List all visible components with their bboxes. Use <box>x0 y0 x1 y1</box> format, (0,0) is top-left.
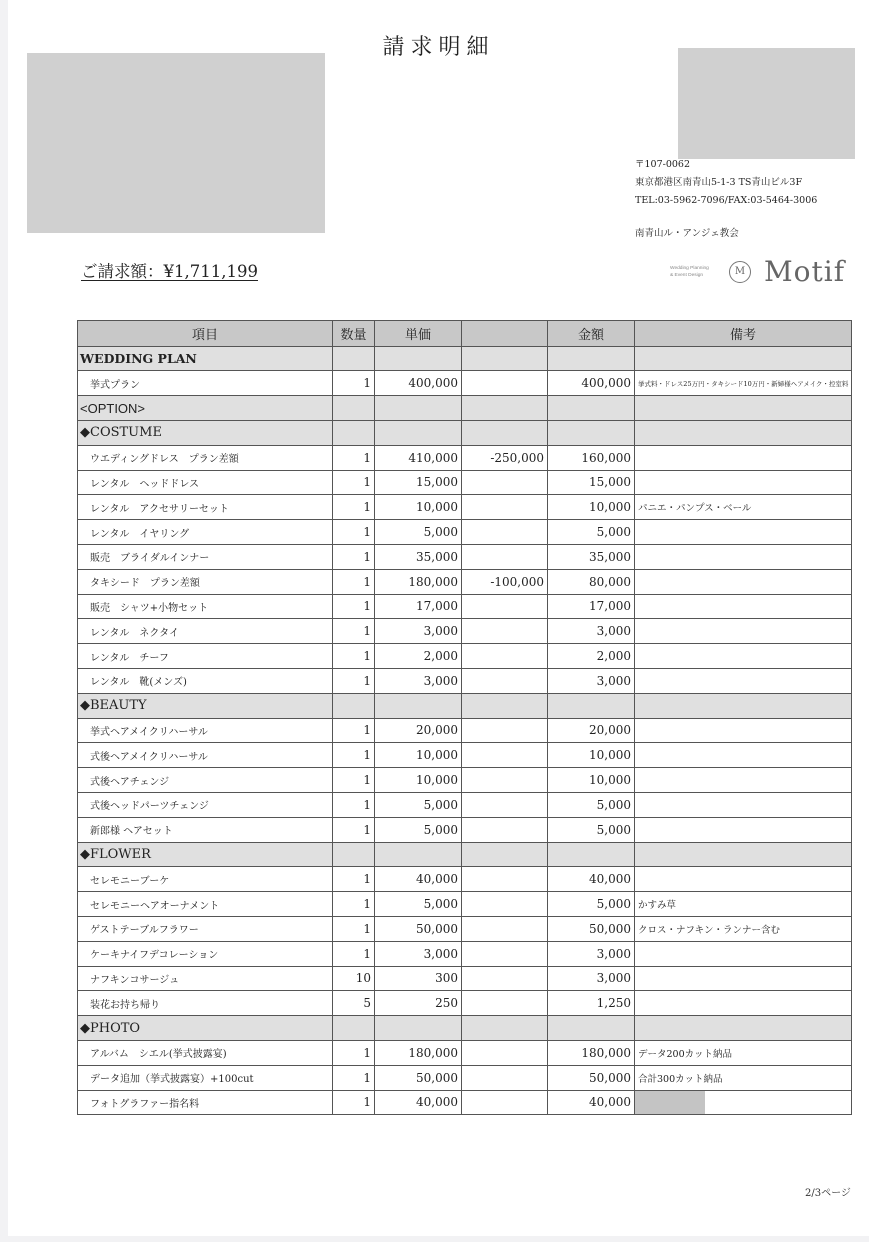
company-logo <box>670 257 860 289</box>
amount-cell: 400,000 <box>548 371 635 396</box>
note-cell: かすみ草 <box>635 892 852 917</box>
unit-price-cell: 35,000 <box>375 544 462 569</box>
unit-price-cell: 5,000 <box>375 817 462 842</box>
discount-cell <box>462 743 548 768</box>
table-row <box>78 470 852 495</box>
section-empty-cell <box>548 693 635 718</box>
section-empty-cell <box>462 346 548 371</box>
item-cell: データ追加（挙式披露宴）+100cut <box>78 1065 333 1090</box>
amount-cell: 3,000 <box>548 619 635 644</box>
section-empty-cell <box>548 420 635 445</box>
unit-price-cell: 50,000 <box>375 1065 462 1090</box>
amount-cell: 5,000 <box>548 792 635 817</box>
table-row <box>78 817 852 842</box>
unit-price-cell: 5,000 <box>375 892 462 917</box>
qty-cell: 1 <box>333 743 375 768</box>
note-cell <box>635 743 852 768</box>
logo-tagline-1: Wedding Planning <box>670 266 709 271</box>
table-row <box>78 892 852 917</box>
qty-cell: 1 <box>333 644 375 669</box>
unit-price-cell: 250 <box>375 991 462 1016</box>
unit-price-cell: 3,000 <box>375 619 462 644</box>
header-amount: 金額 <box>548 321 635 347</box>
item-cell: フォトグラファー指名料 <box>78 1090 333 1115</box>
section-empty-cell <box>333 693 375 718</box>
table-row <box>78 941 852 966</box>
note-cell <box>635 544 852 569</box>
unit-price-cell: 20,000 <box>375 718 462 743</box>
qty-cell: 1 <box>333 867 375 892</box>
note-cell <box>635 445 852 470</box>
amount-cell: 3,000 <box>548 668 635 693</box>
section-empty-cell <box>333 420 375 445</box>
unit-price-cell: 10,000 <box>375 768 462 793</box>
discount-cell <box>462 495 548 520</box>
amount-cell: 1,250 <box>548 991 635 1016</box>
section-empty-cell <box>635 842 852 867</box>
table-row <box>78 1040 852 1065</box>
header-qty: 数量 <box>333 321 375 347</box>
unit-price-cell: 5,000 <box>375 520 462 545</box>
unit-price-cell: 10,000 <box>375 743 462 768</box>
item-cell: 装花お持ち帰り <box>78 991 333 1016</box>
discount-cell <box>462 470 548 495</box>
item-cell: 式後ヘッドパーツチェンジ <box>78 792 333 817</box>
section-empty-cell <box>333 842 375 867</box>
item-cell: ナフキンコサージュ <box>78 966 333 991</box>
redacted-recipient-block <box>27 53 325 233</box>
logo-tagline <box>670 265 709 279</box>
section-empty-cell <box>548 396 635 421</box>
note-cell <box>635 520 852 545</box>
note-cell <box>635 867 852 892</box>
total-amount: ご請求額：¥1,711,199 <box>81 262 258 281</box>
section-empty-cell <box>375 693 462 718</box>
item-cell: レンタル イヤリング <box>78 520 333 545</box>
table-row <box>78 867 852 892</box>
section-empty-cell <box>635 396 852 421</box>
note-cell <box>635 668 852 693</box>
discount-cell: -100,000 <box>462 569 548 594</box>
unit-price-cell: 3,000 <box>375 668 462 693</box>
note-cell <box>635 941 852 966</box>
qty-cell: 1 <box>333 916 375 941</box>
table-row <box>78 544 852 569</box>
item-cell: レンタル ネクタイ <box>78 619 333 644</box>
discount-cell <box>462 817 548 842</box>
note-cell <box>635 966 852 991</box>
invoice-table-body <box>78 346 852 1115</box>
item-cell: 販売 ブライダルインナー <box>78 544 333 569</box>
table-row <box>78 966 852 991</box>
note-cell <box>635 619 852 644</box>
discount-cell <box>462 1090 548 1115</box>
qty-cell: 10 <box>333 966 375 991</box>
unit-price-cell: 17,000 <box>375 594 462 619</box>
note-cell <box>635 792 852 817</box>
invoice-table <box>77 320 852 1115</box>
amount-cell: 10,000 <box>548 743 635 768</box>
note-cell <box>635 644 852 669</box>
unit-price-cell: 3,000 <box>375 941 462 966</box>
discount-cell <box>462 371 548 396</box>
section-row <box>78 396 852 421</box>
qty-cell: 1 <box>333 520 375 545</box>
street-address: 東京都港区南青山5-1-3 TS青山ビル3F <box>635 177 803 188</box>
qty-cell: 1 <box>333 495 375 520</box>
table-row <box>78 520 852 545</box>
amount-cell: 40,000 <box>548 1090 635 1115</box>
table-row <box>78 991 852 1016</box>
note-cell: パニエ・パンプス・ベール <box>635 495 852 520</box>
note-cell <box>635 768 852 793</box>
note-cell: データ200カット納品 <box>635 1040 852 1065</box>
section-empty-cell <box>462 693 548 718</box>
item-cell: レンタル ヘッドドレス <box>78 470 333 495</box>
qty-cell: 1 <box>333 817 375 842</box>
item-cell: 挙式プラン <box>78 371 333 396</box>
table-row <box>78 668 852 693</box>
amount-cell: 160,000 <box>548 445 635 470</box>
amount-cell: 10,000 <box>548 495 635 520</box>
section-row <box>78 1016 852 1041</box>
item-cell: 式後ヘアチェンジ <box>78 768 333 793</box>
section-empty-cell <box>333 346 375 371</box>
section-empty-cell <box>548 1016 635 1041</box>
section-empty-cell <box>333 1016 375 1041</box>
discount-cell <box>462 941 548 966</box>
unit-price-cell: 15,000 <box>375 470 462 495</box>
section-empty-cell <box>462 396 548 421</box>
item-cell: レンタル チーフ <box>78 644 333 669</box>
note-cell <box>635 594 852 619</box>
tel-fax: TEL:03-5962-7096/FAX:03-5464-3006 <box>635 195 818 206</box>
discount-cell <box>462 916 548 941</box>
section-empty-cell <box>635 1016 852 1041</box>
header-discount <box>462 321 548 347</box>
section-label: WEDDING PLAN <box>78 346 333 371</box>
unit-price-cell: 40,000 <box>375 867 462 892</box>
section-empty-cell <box>333 396 375 421</box>
amount-cell: 180,000 <box>548 1040 635 1065</box>
discount-cell <box>462 867 548 892</box>
amount-cell: 5,000 <box>548 892 635 917</box>
section-empty-cell <box>548 842 635 867</box>
item-cell: タキシード プラン差額 <box>78 569 333 594</box>
section-row <box>78 842 852 867</box>
table-row <box>78 619 852 644</box>
qty-cell: 1 <box>333 668 375 693</box>
item-cell: アルバム シエル(挙式披露宴) <box>78 1040 333 1065</box>
amount-cell: 35,000 <box>548 544 635 569</box>
section-label: ◆FLOWER <box>78 842 333 867</box>
discount-cell <box>462 892 548 917</box>
header-item: 項目 <box>78 321 333 347</box>
section-empty-cell <box>375 396 462 421</box>
page-title: 請求明細 <box>382 35 495 60</box>
unit-price-cell: 180,000 <box>375 1040 462 1065</box>
qty-cell: 1 <box>333 792 375 817</box>
unit-price-cell: 5,000 <box>375 792 462 817</box>
unit-price-cell: 180,000 <box>375 569 462 594</box>
page-number: 2/3ページ <box>805 1188 851 1199</box>
discount-cell <box>462 668 548 693</box>
qty-cell: 1 <box>333 470 375 495</box>
section-empty-cell <box>462 1016 548 1041</box>
section-label: ◆BEAUTY <box>78 693 333 718</box>
discount-cell <box>462 544 548 569</box>
amount-cell: 5,000 <box>548 520 635 545</box>
redacted-stamp-block <box>678 48 855 159</box>
unit-price-cell: 50,000 <box>375 916 462 941</box>
table-row <box>78 743 852 768</box>
table-row <box>78 495 852 520</box>
note-cell <box>635 1090 852 1115</box>
amount-cell: 3,000 <box>548 966 635 991</box>
section-empty-cell <box>375 346 462 371</box>
discount-cell <box>462 768 548 793</box>
unit-price-cell: 40,000 <box>375 1090 462 1115</box>
amount-cell: 3,000 <box>548 941 635 966</box>
qty-cell: 1 <box>333 718 375 743</box>
qty-cell: 1 <box>333 594 375 619</box>
qty-cell: 1 <box>333 892 375 917</box>
discount-cell <box>462 619 548 644</box>
item-cell: ゲストテーブルフラワー <box>78 916 333 941</box>
item-cell: レンタル 靴(メンズ) <box>78 668 333 693</box>
company-address <box>635 156 817 243</box>
table-row <box>78 1090 852 1115</box>
amount-cell: 2,000 <box>548 644 635 669</box>
item-cell: 販売 シャツ+小物セット <box>78 594 333 619</box>
table-row <box>78 718 852 743</box>
unit-price-cell: 10,000 <box>375 495 462 520</box>
note-cell <box>635 718 852 743</box>
table-row <box>78 445 852 470</box>
section-row <box>78 346 852 371</box>
qty-cell: 1 <box>333 768 375 793</box>
note-cell: 合計300カット納品 <box>635 1065 852 1090</box>
amount-cell: 50,000 <box>548 1065 635 1090</box>
amount-cell: 40,000 <box>548 867 635 892</box>
section-empty-cell <box>375 420 462 445</box>
amount-cell: 50,000 <box>548 916 635 941</box>
discount-cell <box>462 1065 548 1090</box>
unit-price-cell: 300 <box>375 966 462 991</box>
qty-cell: 1 <box>333 1040 375 1065</box>
section-empty-cell <box>635 693 852 718</box>
item-cell: ケーキナイフデコレーション <box>78 941 333 966</box>
qty-cell: 1 <box>333 445 375 470</box>
item-cell: セレモニーヘアオーナメント <box>78 892 333 917</box>
item-cell: 式後ヘアメイクリハーサル <box>78 743 333 768</box>
discount-cell <box>462 1040 548 1065</box>
section-row <box>78 693 852 718</box>
section-label: <OPTION> <box>78 396 333 421</box>
table-row <box>78 792 852 817</box>
postal-code: 〒107-0062 <box>635 159 691 170</box>
note-cell: 挙式料・ドレス25万円・タキシード10万円・新婦様ヘアメイク・控室料 <box>635 371 852 396</box>
item-cell: ウエディングドレス プラン差額 <box>78 445 333 470</box>
note-cell: クロス・ナフキン・ランナー含む <box>635 916 852 941</box>
note-cell <box>635 470 852 495</box>
section-empty-cell <box>375 1016 462 1041</box>
redacted-note <box>635 1091 705 1115</box>
qty-cell: 1 <box>333 1065 375 1090</box>
amount-cell: 20,000 <box>548 718 635 743</box>
note-cell <box>635 991 852 1016</box>
header-note: 備考 <box>635 321 852 347</box>
note-cell <box>635 817 852 842</box>
item-cell: 新郎様 ヘアセット <box>78 817 333 842</box>
section-empty-cell <box>635 420 852 445</box>
amount-cell: 80,000 <box>548 569 635 594</box>
item-cell: セレモニーブーケ <box>78 867 333 892</box>
discount-cell <box>462 644 548 669</box>
note-cell <box>635 569 852 594</box>
unit-price-cell: 410,000 <box>375 445 462 470</box>
section-empty-cell <box>635 346 852 371</box>
discount-cell <box>462 792 548 817</box>
qty-cell: 1 <box>333 941 375 966</box>
amount-cell: 15,000 <box>548 470 635 495</box>
discount-cell <box>462 991 548 1016</box>
invoice-page <box>8 0 869 1236</box>
section-row <box>78 420 852 445</box>
discount-cell <box>462 520 548 545</box>
qty-cell: 1 <box>333 1090 375 1115</box>
section-empty-cell <box>462 842 548 867</box>
section-empty-cell <box>548 346 635 371</box>
logo-tagline-2: & Event Design <box>670 273 704 278</box>
qty-cell: 5 <box>333 991 375 1016</box>
amount-cell: 5,000 <box>548 817 635 842</box>
discount-cell <box>462 966 548 991</box>
unit-price-cell: 2,000 <box>375 644 462 669</box>
item-cell: 挙式ヘアメイクリハーサル <box>78 718 333 743</box>
table-row <box>78 1065 852 1090</box>
venue-name: 南青山ル・アンジェ教会 <box>635 228 739 239</box>
section-empty-cell <box>375 842 462 867</box>
table-row <box>78 916 852 941</box>
item-cell: レンタル アクセサリーセット <box>78 495 333 520</box>
qty-cell: 1 <box>333 371 375 396</box>
table-row <box>78 644 852 669</box>
section-empty-cell <box>462 420 548 445</box>
table-row <box>78 569 852 594</box>
discount-cell <box>462 718 548 743</box>
section-label: ◆PHOTO <box>78 1016 333 1041</box>
table-header-row <box>78 321 852 347</box>
table-row <box>78 594 852 619</box>
header-unit-price: 単価 <box>375 321 462 347</box>
logo-wordmark: Motif <box>764 255 846 288</box>
discount-cell: -250,000 <box>462 445 548 470</box>
qty-cell: 1 <box>333 619 375 644</box>
qty-cell: 1 <box>333 569 375 594</box>
amount-cell: 17,000 <box>548 594 635 619</box>
discount-cell <box>462 594 548 619</box>
qty-cell: 1 <box>333 544 375 569</box>
section-label: ◆COSTUME <box>78 420 333 445</box>
table-row <box>78 371 852 396</box>
unit-price-cell: 400,000 <box>375 371 462 396</box>
table-row <box>78 768 852 793</box>
amount-cell: 10,000 <box>548 768 635 793</box>
logo-mark-icon: M <box>729 261 751 283</box>
